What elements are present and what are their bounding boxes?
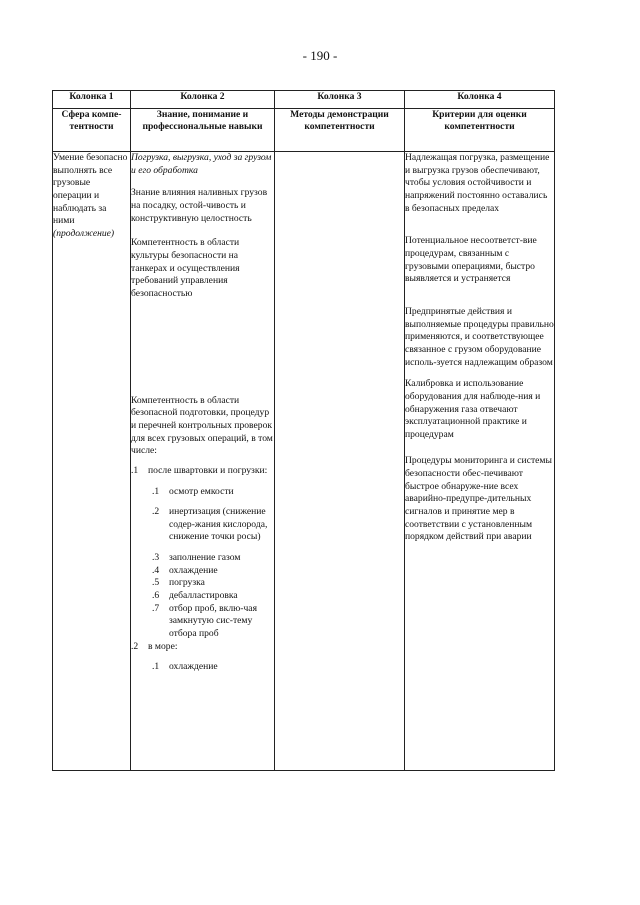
knowledge-safety-training: Компетентность в области безопасной подготовки, процедур и перечней контрольных проверок для всех грузовых операций, в том числе: (131, 394, 273, 457)
list-item-number: .2 (131, 640, 139, 652)
content-row (53, 152, 555, 771)
column-number-2: Колонка 2 (131, 91, 275, 109)
sub-item-text: охлаждение (169, 564, 218, 576)
column-header-row (53, 109, 555, 152)
sub-item-number: .1 (152, 661, 160, 673)
header-criteria: Критерии для оценки компетентности (405, 109, 555, 152)
sub-item-text: дебалластировка (169, 590, 238, 602)
column-number-1: Колонка 1 (53, 91, 131, 109)
sub-item-number: .7 (152, 602, 160, 614)
criterion-monitoring: Процедуры мониторинга и системы безопасности обес-печивают быстрое обнаруже-ние всех аварийно-предупре-дительных сигналов и принятие мер в соответствии с установленным порядком действий при аварии (405, 455, 552, 543)
sub-list-item (152, 565, 274, 578)
sub-list-item (152, 486, 274, 499)
sub-list-item (152, 552, 274, 565)
methods-cell (275, 152, 405, 771)
sub-item-number: .5 (152, 577, 160, 589)
operations-list (131, 465, 274, 674)
criteria-cell (405, 152, 555, 771)
column-number-4: Колонка 4 (405, 91, 555, 109)
sub-item-text: заполнение газом (169, 552, 241, 564)
sub-item-text: отбор проб, вклю-чая замкнутую сис-тему отбора проб (169, 602, 257, 640)
header-competence: Сфера компе-тентности (53, 109, 131, 152)
sub-list-item (152, 506, 274, 544)
page-number: - 190 - (302, 48, 338, 63)
criterion-procedures: Предпринятые действия и выполняемые процедуры правильно применяются, и соответствующее связанное с грузом оборудование исполь-зуется надлежащим образом (405, 305, 554, 368)
sub-item-number: .4 (152, 564, 160, 576)
continuation-note: (продолжение) (53, 227, 115, 239)
sub-item-text: осмотр емкости (169, 485, 234, 497)
sub-item-text: погрузка (169, 577, 205, 589)
list-item-text: после швартовки и погрузки: (148, 464, 268, 476)
sub-list-item (152, 603, 274, 641)
knowledge-safety-culture: Компетентность в области культуры безопасности на танкерах и осуществления требований управления безопасностью (131, 237, 240, 299)
knowledge-intro: Погрузка, выгрузка, уход за грузом и его обработка (131, 152, 272, 176)
sub-list-item (152, 661, 274, 674)
header-knowledge: Знание, понимание и профессиональные навыки (131, 109, 275, 152)
list-item-number: .1 (131, 464, 139, 476)
sub-item-number: .1 (152, 485, 160, 497)
sub-list-item (152, 590, 274, 603)
competence-cell (53, 152, 131, 771)
sub-item-text: инертизация (снижение содер-жания кислорода, снижение точки росы) (169, 506, 268, 543)
sub-list-item (152, 577, 274, 590)
criterion-nonconformity: Потенциальное несоответст-вие процедурам, связанным с грузовыми операциями, быстро выявляется и устраняется (405, 235, 537, 285)
sub-item-number: .2 (152, 506, 160, 518)
column-number-row (53, 91, 555, 109)
sub-item-number: .6 (152, 590, 160, 602)
competence-table (52, 90, 555, 771)
list-item (131, 641, 274, 654)
criterion-gas-detection: Калибровка и использование оборудования для наблюде-ния и обнаружения газа отвечают эксплуатационной практике и процедурам (405, 378, 541, 440)
criterion-stability: Надлежащая погрузка, размещение и выгрузка грузов обеспечивают, чтобы условия остойчивости и напряжений постоянно оставались в безопасных пределах (405, 152, 550, 214)
list-item-text: в море: (148, 640, 178, 652)
header-methods: Методы демонстрации компетентности (275, 109, 405, 152)
sub-item-number: .3 (152, 552, 160, 564)
sub-item-text: охлаждение (169, 661, 218, 673)
knowledge-ship-effects: Знание влияния наливных грузов на посадку, остой-чивость и конструктивную целостность (131, 187, 268, 224)
competence-text: Умение безопасно выполнять все грузовые операции и наблюдать за ними (53, 152, 128, 227)
list-item (131, 465, 274, 478)
knowledge-cell (131, 152, 275, 771)
column-number-3: Колонка 3 (275, 91, 405, 109)
